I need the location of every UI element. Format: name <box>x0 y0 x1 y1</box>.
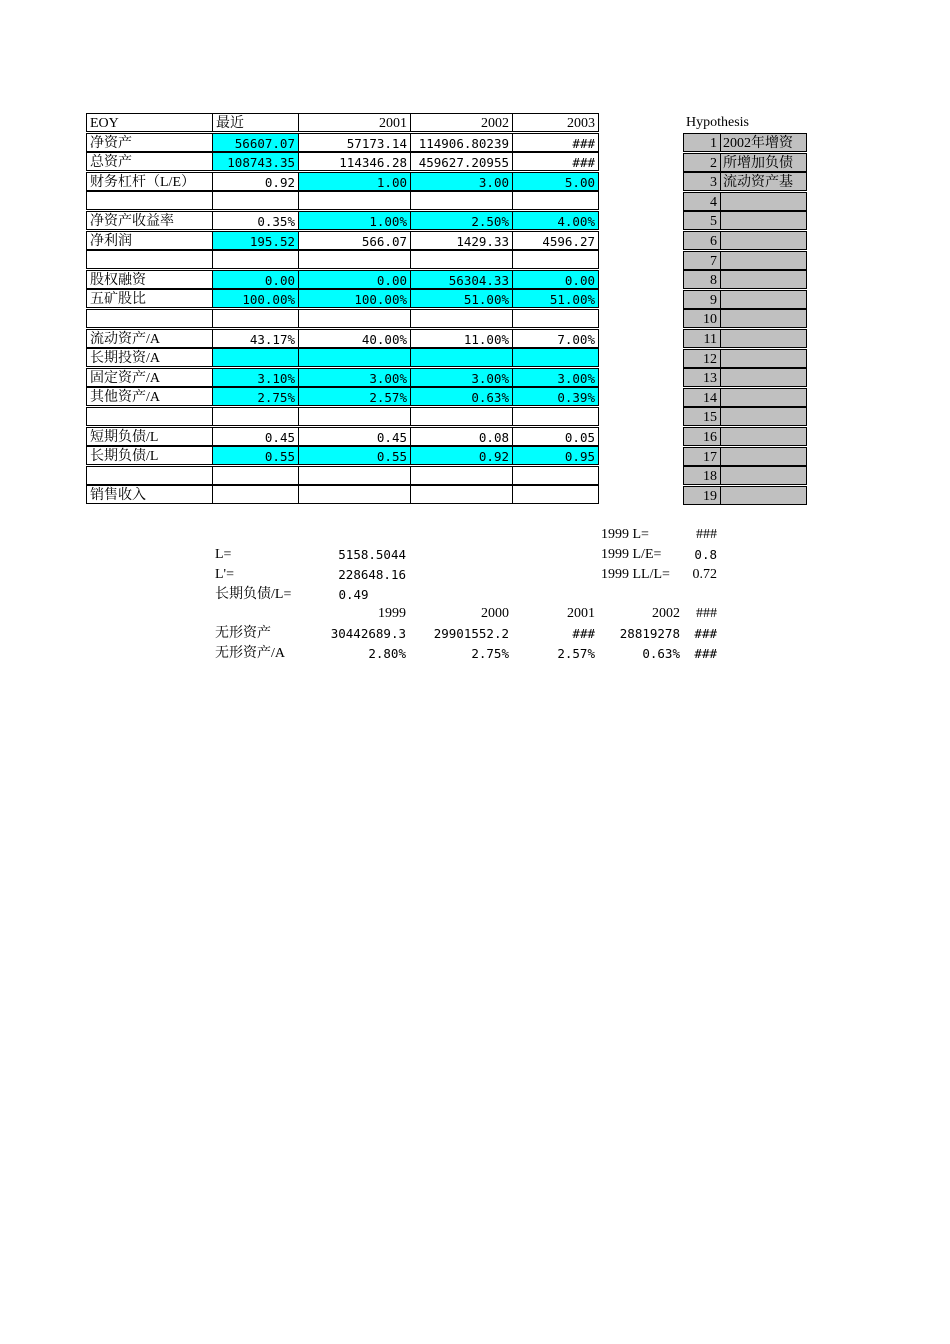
value-cell[interactable] <box>298 485 411 504</box>
value-cell[interactable] <box>298 348 411 367</box>
intangible-value: ### <box>572 626 595 641</box>
intangible-ratio-value: 2.57% <box>557 646 595 661</box>
header-cell[interactable]: 2003 <box>512 113 599 132</box>
value-cell[interactable]: 56607.07 <box>212 133 299 152</box>
value-cell[interactable] <box>512 250 599 269</box>
header-cell[interactable]: 2001 <box>298 113 411 132</box>
value-cell[interactable] <box>212 250 299 269</box>
value-cell[interactable]: 114906.80239 <box>410 133 513 152</box>
value-cell[interactable]: 0.00 <box>212 270 299 289</box>
row-label[interactable]: 长期投资/A <box>86 348 213 367</box>
row-label[interactable]: 销售收入 <box>86 485 213 504</box>
intangible-ratio-value: 2.80% <box>368 646 406 661</box>
value-cell[interactable] <box>298 466 411 485</box>
value-cell[interactable]: 1.00% <box>298 211 411 230</box>
value-cell[interactable]: 0.39% <box>512 387 599 406</box>
row-label[interactable]: 净资产收益率 <box>86 211 213 230</box>
row-label[interactable] <box>86 309 213 328</box>
hypothesis-number[interactable]: 6 <box>683 231 721 250</box>
value-cell[interactable]: 51.00% <box>512 289 599 308</box>
value-cell[interactable]: 566.07 <box>298 231 411 250</box>
row-label[interactable] <box>86 191 213 210</box>
value-cell[interactable]: 0.95 <box>512 446 599 465</box>
hypothesis-number[interactable]: 1 <box>683 133 721 152</box>
row-label[interactable]: 股权融资 <box>86 270 213 289</box>
value-cell[interactable]: 0.55 <box>298 446 411 465</box>
intangible-ratio-value: 2.75% <box>471 646 509 661</box>
intangible-ratio-value: 0.63% <box>642 646 680 661</box>
value-cell[interactable] <box>512 466 599 485</box>
hypothesis-text[interactable] <box>720 466 807 485</box>
row-label[interactable]: 长期负债/L <box>86 446 213 465</box>
hypothesis-text[interactable] <box>720 211 807 230</box>
l-label: L= <box>215 547 232 562</box>
hypothesis-text[interactable] <box>720 329 807 348</box>
intangible-ratio-label: 无形资产/A <box>215 646 285 661</box>
y1999-lll-label: 1999 LL/L= <box>601 567 670 582</box>
value-cell[interactable] <box>212 466 299 485</box>
hypothesis-text[interactable] <box>720 407 807 426</box>
hypothesis-number[interactable]: 14 <box>683 388 721 407</box>
value-cell[interactable]: 1.00 <box>298 172 411 191</box>
value-cell[interactable] <box>410 250 513 269</box>
hypothesis-number[interactable]: 3 <box>683 172 721 191</box>
header-cell[interactable]: 最近 <box>212 113 299 132</box>
hypothesis-text[interactable] <box>720 309 807 328</box>
value-cell[interactable] <box>410 309 513 328</box>
hypothesis-number[interactable]: 16 <box>683 427 721 446</box>
hypothesis-text[interactable] <box>720 251 807 270</box>
value-cell[interactable]: 0.08 <box>410 427 513 446</box>
hypothesis-number[interactable]: 2 <box>683 153 721 172</box>
value-cell[interactable]: ### <box>512 152 599 171</box>
hypothesis-text[interactable] <box>720 427 807 446</box>
value-cell[interactable]: 195.52 <box>212 231 299 250</box>
l-value: 5158.5044 <box>338 547 406 562</box>
hypothesis-number[interactable]: 8 <box>683 270 721 289</box>
value-cell[interactable]: 43.17% <box>212 329 299 348</box>
value-cell[interactable]: 56304.33 <box>410 270 513 289</box>
value-cell[interactable]: 2.75% <box>212 387 299 406</box>
value-cell[interactable]: 459627.20955 <box>410 152 513 171</box>
row-label[interactable]: 财务杠杆（L/E） <box>86 172 213 191</box>
y1999-lll-value: 0.72 <box>692 567 717 582</box>
value-cell[interactable]: 4.00% <box>512 211 599 230</box>
value-cell[interactable] <box>212 309 299 328</box>
value-cell[interactable] <box>212 348 299 367</box>
row-label[interactable]: 流动资产/A <box>86 329 213 348</box>
hypothesis-text[interactable] <box>720 447 807 466</box>
value-cell[interactable]: 3.00% <box>298 368 411 387</box>
value-cell[interactable] <box>512 348 599 367</box>
value-cell[interactable] <box>298 191 411 210</box>
hypothesis-text[interactable] <box>720 368 807 387</box>
hypothesis-number[interactable]: 9 <box>683 290 721 309</box>
year-cell: 1999 <box>378 606 406 621</box>
value-cell[interactable]: 1429.33 <box>410 231 513 250</box>
year-cell: 2002 <box>652 606 680 621</box>
value-cell[interactable]: 0.05 <box>512 427 599 446</box>
value-cell[interactable]: 3.00% <box>410 368 513 387</box>
hypothesis-text[interactable] <box>720 270 807 289</box>
value-cell[interactable] <box>212 191 299 210</box>
year-cell: 2000 <box>481 606 509 621</box>
row-label[interactable] <box>86 250 213 269</box>
hypothesis-text[interactable] <box>720 290 807 309</box>
y1999-l-label: 1999 L= <box>601 527 649 542</box>
intangible-value: 28819278 <box>619 626 680 641</box>
value-cell[interactable] <box>512 407 599 426</box>
row-label[interactable]: 净资产 <box>86 133 213 152</box>
value-cell[interactable]: 40.00% <box>298 329 411 348</box>
value-cell[interactable]: 100.00% <box>212 289 299 308</box>
value-cell[interactable]: 4596.27 <box>512 231 599 250</box>
value-cell[interactable] <box>298 309 411 328</box>
hypothesis-number[interactable]: 19 <box>683 486 721 505</box>
hypothesis-title: Hypothesis <box>686 115 749 130</box>
value-cell[interactable]: 7.00% <box>512 329 599 348</box>
value-cell[interactable] <box>512 309 599 328</box>
value-cell[interactable]: 3.00% <box>512 368 599 387</box>
hypothesis-number[interactable]: 10 <box>683 309 721 328</box>
value-cell[interactable] <box>298 250 411 269</box>
value-cell[interactable]: 0.00 <box>298 270 411 289</box>
ltd-label: 长期负债/L= <box>215 587 292 602</box>
value-cell[interactable]: 5.00 <box>512 172 599 191</box>
value-cell[interactable]: 2.57% <box>298 387 411 406</box>
value-cell[interactable] <box>410 348 513 367</box>
y1999-le-value: 0.8 <box>694 547 717 562</box>
hypothesis-number[interactable]: 7 <box>683 251 721 270</box>
hypothesis-number[interactable]: 18 <box>683 466 721 485</box>
hypothesis-number[interactable]: 11 <box>683 329 721 348</box>
ltd-value: 0.49 <box>338 587 369 602</box>
header-cell[interactable]: 2002 <box>410 113 513 132</box>
value-cell[interactable] <box>410 485 513 504</box>
row-label[interactable]: 固定资产/A <box>86 368 213 387</box>
hypothesis-text[interactable] <box>720 388 807 407</box>
value-cell[interactable]: 0.45 <box>212 427 299 446</box>
value-cell[interactable]: ### <box>512 133 599 152</box>
value-cell[interactable] <box>512 485 599 504</box>
value-cell[interactable] <box>410 407 513 426</box>
hypothesis-text[interactable] <box>720 349 807 368</box>
row-label[interactable]: 净利润 <box>86 231 213 250</box>
value-cell[interactable]: 0.63% <box>410 387 513 406</box>
hypothesis-number[interactable]: 15 <box>683 407 721 426</box>
intangible-value: 29901552.2 <box>433 626 509 641</box>
value-cell[interactable] <box>298 407 411 426</box>
value-cell[interactable] <box>410 466 513 485</box>
value-cell[interactable]: 0.55 <box>212 446 299 465</box>
value-cell[interactable]: 0.92 <box>410 446 513 465</box>
value-cell[interactable]: 57173.14 <box>298 133 411 152</box>
intangible-value: 30442689.3 <box>330 626 406 641</box>
row-label[interactable]: 总资产 <box>86 152 213 171</box>
hypothesis-number[interactable]: 12 <box>683 349 721 368</box>
value-cell[interactable]: 108743.35 <box>212 152 299 171</box>
header-cell[interactable]: EOY <box>86 113 213 132</box>
hypothesis-number[interactable]: 5 <box>683 211 721 230</box>
hypothesis-text[interactable]: 流动资产基 <box>720 172 807 191</box>
row-label[interactable]: 短期负债/L <box>86 427 213 446</box>
year-cell: ### <box>696 606 717 621</box>
value-cell[interactable]: 0.92 <box>212 172 299 191</box>
hypothesis-text[interactable] <box>720 486 807 505</box>
value-cell[interactable]: 3.00 <box>410 172 513 191</box>
intangible-label: 无形资产 <box>215 626 271 641</box>
year-cell: 2001 <box>567 606 595 621</box>
value-cell[interactable]: 51.00% <box>410 289 513 308</box>
value-cell[interactable] <box>212 485 299 504</box>
hypothesis-number[interactable]: 17 <box>683 447 721 466</box>
row-label[interactable]: 其他资产/A <box>86 387 213 406</box>
intangible-value: ### <box>694 626 717 641</box>
value-cell[interactable]: 11.00% <box>410 329 513 348</box>
hypothesis-number[interactable]: 4 <box>683 192 721 211</box>
value-cell[interactable]: 2.50% <box>410 211 513 230</box>
lp-label: L'= <box>215 567 234 582</box>
y1999-le-label: 1999 L/E= <box>601 547 662 562</box>
lp-value: 228648.16 <box>338 567 406 582</box>
intangible-ratio-value: ### <box>694 646 717 661</box>
y1999-l-value: ### <box>696 527 717 542</box>
value-cell[interactable]: 0.00 <box>512 270 599 289</box>
value-cell[interactable] <box>410 191 513 210</box>
row-label[interactable] <box>86 407 213 426</box>
value-cell[interactable] <box>512 191 599 210</box>
row-label[interactable]: 五矿股比 <box>86 289 213 308</box>
hypothesis-text[interactable] <box>720 192 807 211</box>
value-cell[interactable] <box>212 407 299 426</box>
hypothesis-text[interactable]: 所增加负债 <box>720 153 807 172</box>
hypothesis-text[interactable] <box>720 231 807 250</box>
value-cell[interactable]: 0.45 <box>298 427 411 446</box>
hypothesis-text[interactable]: 2002年增资 <box>720 133 807 152</box>
value-cell[interactable]: 100.00% <box>298 289 411 308</box>
value-cell[interactable]: 0.35% <box>212 211 299 230</box>
value-cell[interactable]: 3.10% <box>212 368 299 387</box>
value-cell[interactable]: 114346.28 <box>298 152 411 171</box>
hypothesis-number[interactable]: 13 <box>683 368 721 387</box>
row-label[interactable] <box>86 466 213 485</box>
